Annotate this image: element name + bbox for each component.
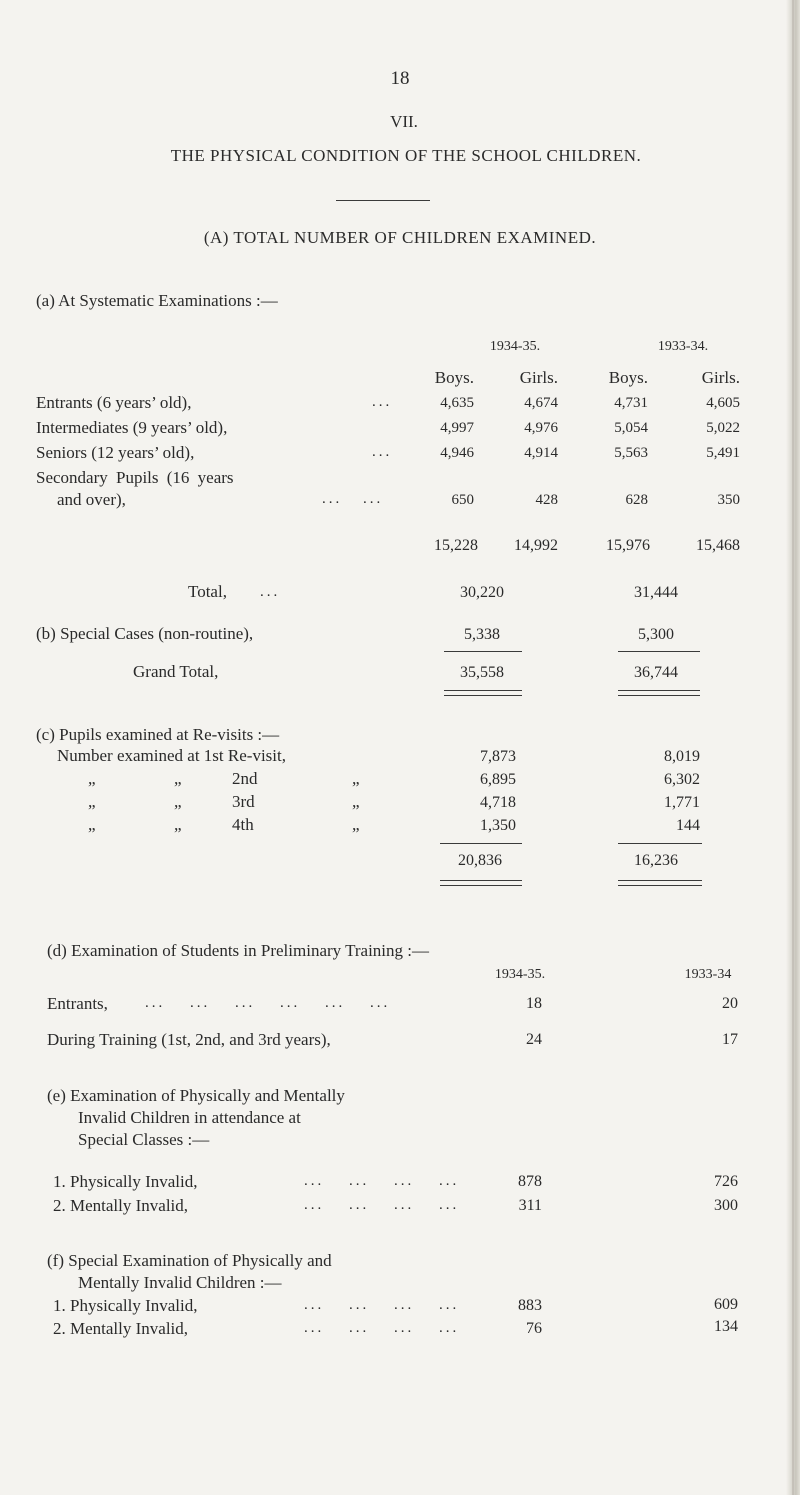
table-cell: 5,054 (614, 420, 648, 436)
sum-rule (444, 651, 522, 652)
double-rule (440, 880, 522, 886)
table-cell: 4,731 (614, 395, 648, 411)
table-cell: 5,022 (706, 420, 740, 436)
girls-header-2: Girls. (701, 368, 740, 387)
double-rule (618, 690, 700, 696)
table-cell: 134 (714, 1318, 738, 1335)
table-cell: 300 (714, 1197, 738, 1214)
page-edge-line (792, 0, 794, 1495)
leader-dots: ... ... (322, 491, 384, 507)
table-cell: 428 (535, 492, 558, 508)
table-cell: 628 (625, 492, 648, 508)
revisit-total-1934-35: 20,836 (458, 852, 502, 869)
table-cell: 5,491 (706, 445, 740, 461)
row-label-mentally-invalid: 2. Mentally Invalid, (53, 1319, 189, 1338)
ditto-mark: „ (352, 769, 360, 788)
table-cell: 24 (526, 1031, 542, 1048)
ditto-mark: „ (88, 815, 96, 834)
table-cell: 6,302 (664, 771, 700, 788)
subtotal-cell: 14,992 (514, 537, 558, 554)
table-cell: 18 (526, 995, 542, 1012)
table-cell: 5,563 (614, 445, 648, 461)
table-cell: 4,976 (524, 420, 558, 436)
leader-dots: ... ... ... ... (304, 1297, 460, 1313)
part-a-label: (a) At Systematic Examinations :— (36, 291, 278, 310)
year-1934-35-header: 1934-35. (494, 967, 546, 982)
chapter-number: VII. (390, 112, 418, 131)
table-cell: 144 (676, 817, 700, 834)
part-c-label: (c) Pupils examined at Re-visits :— (36, 725, 280, 744)
table-cell: 8,019 (664, 748, 700, 765)
part-e-label-cont: Special Classes :— (78, 1130, 210, 1149)
grand-total-1933-34: 36,744 (634, 664, 678, 681)
double-rule (618, 880, 702, 886)
table-cell: 6,895 (480, 771, 516, 788)
row-label-physically-invalid: 1. Physically Invalid, (53, 1296, 198, 1315)
row-label-secondary: Secondary Pupils (16 years (36, 468, 234, 487)
ditto-mark: „ (174, 815, 182, 834)
total-label: Total, (188, 582, 227, 601)
leader-dots: ... ... ... ... (304, 1320, 460, 1336)
table-cell: 726 (714, 1173, 738, 1190)
table-cell: 4,914 (524, 445, 558, 461)
table-cell: 311 (518, 1197, 542, 1214)
year-1933-34-header: 1933-34 (684, 967, 732, 982)
table-cell: 878 (518, 1173, 542, 1190)
title-divider (336, 200, 430, 201)
total-1934-35: 30,220 (460, 584, 504, 601)
ditto-mark: „ (88, 769, 96, 788)
table-cell: 4,635 (440, 395, 474, 411)
revisit-ordinal: 4th (232, 815, 254, 834)
ditto-mark: „ (174, 792, 182, 811)
total-1933-34: 31,444 (634, 584, 678, 601)
leader-dots: ... ... ... ... (304, 1173, 460, 1189)
girls-header-1: Girls. (519, 368, 558, 387)
revisit-total-1933-34: 16,236 (634, 852, 678, 869)
part-f-label-cont: Mentally Invalid Children :— (78, 1273, 282, 1292)
row-label-seniors: Seniors (12 years’ old), (36, 443, 195, 462)
table-cell: 4,946 (440, 445, 474, 461)
part-e-label-cont: Invalid Children in attendance at (78, 1108, 301, 1127)
boys-header-1: Boys. (434, 368, 474, 387)
ditto-mark: „ (352, 815, 360, 834)
table-cell: 4,674 (524, 395, 558, 411)
sum-rule (618, 651, 700, 652)
page-number: 18 (390, 68, 410, 89)
row-label-entrants: Entrants (6 years’ old), (36, 393, 192, 412)
boys-header-2: Boys. (608, 368, 648, 387)
table-cell: 1,771 (664, 794, 700, 811)
table-cell: 350 (717, 492, 740, 508)
revisit-ordinal: 3rd (232, 792, 255, 811)
table-cell: 20 (722, 995, 738, 1012)
grand-total-label: Grand Total, (133, 662, 219, 681)
special-cases-1933-34: 5,300 (638, 626, 674, 643)
ditto-mark: „ (88, 792, 96, 811)
grand-total-1934-35: 35,558 (460, 664, 504, 681)
year-1934-35-header: 1934-35. (489, 339, 541, 354)
sum-rule (440, 843, 522, 844)
ditto-mark: „ (174, 769, 182, 788)
table-cell: 17 (722, 1031, 738, 1048)
row-label-mentally-invalid: 2. Mentally Invalid, (53, 1196, 189, 1215)
section-a-heading: (A) TOTAL NUMBER OF CHILDREN EXAMINED. (203, 228, 597, 247)
part-b-label: (b) Special Cases (non-routine), (36, 624, 254, 643)
row-label-physically-invalid: 1. Physically Invalid, (53, 1172, 198, 1191)
page-title: THE PHYSICAL CONDITION OF THE SCHOOL CHILDREN. (170, 146, 642, 165)
row-label-during-training: During Training (1st, 2nd, and 3rd years), (47, 1030, 331, 1049)
table-cell: 4,718 (480, 794, 516, 811)
part-e-label: (e) Examination of Physically and Mentally (47, 1086, 345, 1105)
table-cell: 76 (526, 1320, 542, 1337)
table-cell: 4,605 (706, 395, 740, 411)
subtotal-cell: 15,228 (434, 537, 478, 554)
table-cell: 7,873 (480, 748, 516, 765)
row-label-entrants: Entrants, (47, 994, 108, 1013)
row-label-intermediates: Intermediates (9 years’ old), (36, 418, 228, 437)
row-label-secondary-cont: and over), (57, 490, 126, 509)
table-cell: 1,350 (480, 817, 516, 834)
table-cell: 4,997 (440, 420, 474, 436)
year-1933-34-header: 1933-34. (657, 339, 709, 354)
leader-dots: ... ... ... ... ... ... (145, 995, 391, 1011)
leader-dots: ... (372, 394, 393, 410)
part-d-label: (d) Examination of Students in Preliminary Training :— (47, 941, 430, 960)
revisit-label-1st: Number examined at 1st Re-visit, (57, 746, 286, 765)
double-rule (444, 690, 522, 696)
leader-dots: ... (372, 444, 393, 460)
ditto-mark: „ (352, 792, 360, 811)
sum-rule (618, 843, 702, 844)
table-cell: 650 (451, 492, 474, 508)
revisit-ordinal: 2nd (232, 769, 258, 788)
subtotal-cell: 15,976 (606, 537, 650, 554)
leader-dots: ... (260, 584, 281, 600)
table-cell: 609 (714, 1296, 738, 1313)
subtotal-cell: 15,468 (696, 537, 740, 554)
leader-dots: ... ... ... ... (304, 1197, 460, 1213)
part-f-label: (f) Special Examination of Physically and (47, 1251, 332, 1270)
special-cases-1934-35: 5,338 (464, 626, 500, 643)
table-cell: 883 (518, 1297, 542, 1314)
